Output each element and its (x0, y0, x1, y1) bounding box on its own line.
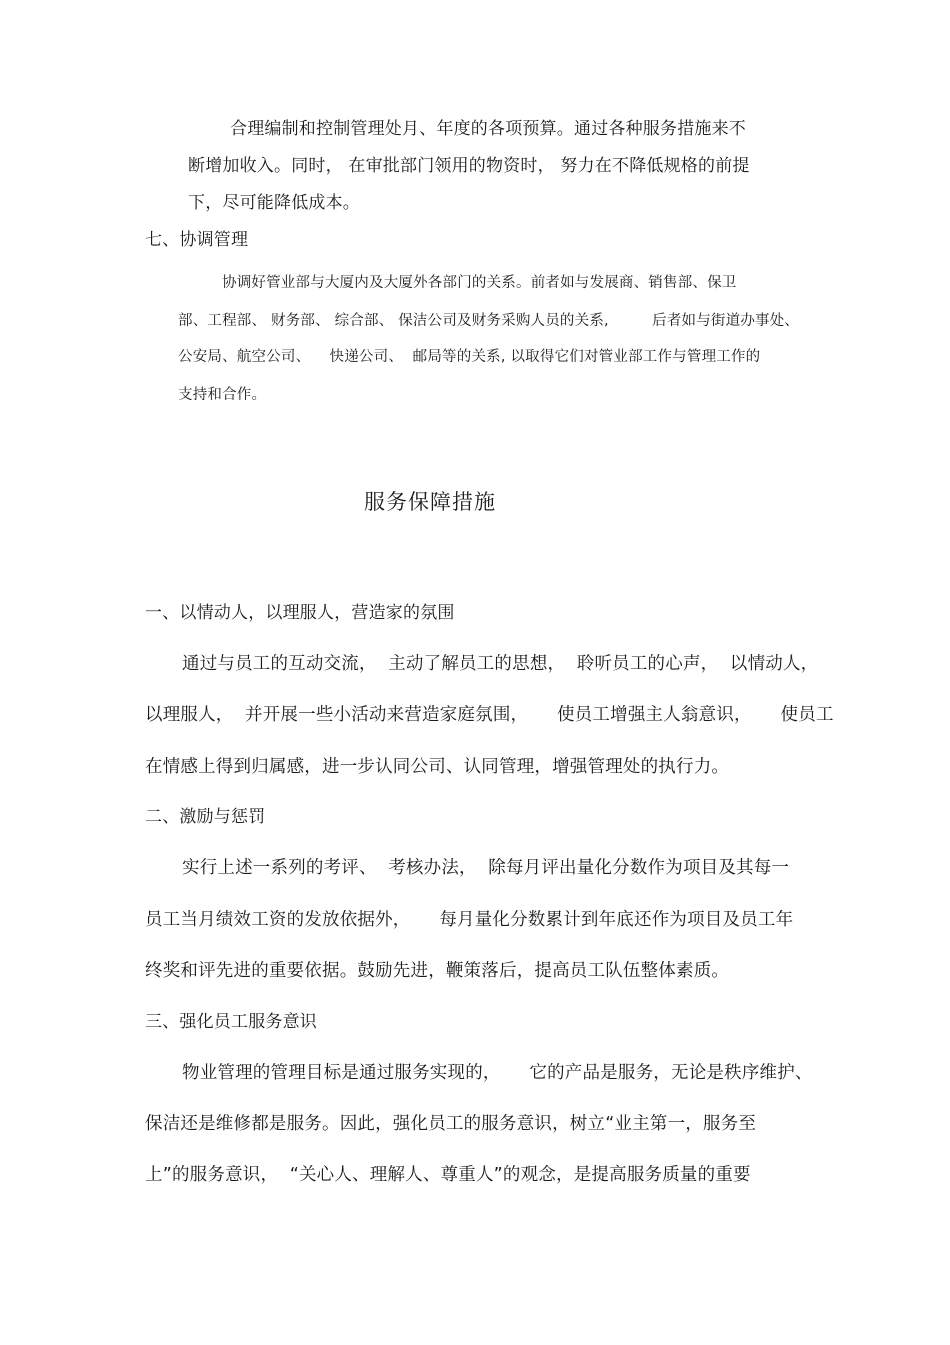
paragraph-line: 支持和合作。 (178, 387, 267, 403)
paragraph-line: 下，尽可能降低成本。 (188, 193, 360, 213)
paragraph-line: 物业管理的管理目标是通过服务实现的， 它的产品是服务，无论是秩序维护、 (182, 1063, 813, 1083)
paragraph-line: 断增加收入。同时， 在审批部门领用的物资时， 努力在不降低规格的前提 (188, 156, 750, 176)
paragraph-line: 实行上述一系列的考评、 考核办法， 除每月评出量化分数作为项目及其每一 (182, 858, 790, 878)
paragraph-line: 终奖和评先进的重要依据。鼓励先进，鞭策落后，提高员工队伍整体素质。 (145, 961, 730, 981)
paragraph-line: 上”的服务意识， “关心人、理解人、尊重人”的观念，是提高服务质量的重要 (145, 1165, 751, 1185)
page-title: 服务保障措施 (364, 490, 496, 514)
section-heading: 一、以情动人，以理服人，营造家的氛围 (145, 603, 455, 623)
paragraph-line: 公安局、航空公司、 快递公司、 邮局等的关系, 以取得它们对管业部工作与管理工作的 (178, 349, 761, 365)
paragraph-line: 保洁还是维修都是服务。因此，强化员工的服务意识，树立“业主第一，服务至 (145, 1114, 757, 1134)
section-heading: 三、强化员工服务意识 (145, 1012, 317, 1032)
paragraph-line: 合理编制和控制管理处月、年度的各项预算。通过各种服务措施来不 (230, 119, 746, 139)
paragraph-line: 协调好管业部与大厦内及大厦外各部门的关系。前者如与发展商、销售部、保卫 (222, 275, 737, 291)
section-heading: 七、协调管理 (145, 230, 249, 250)
paragraph-line: 以理服人， 并开展一些小活动来营造家庭氛围， 使员工增强主人翁意识， 使员工 (145, 705, 834, 725)
paragraph-line: 在情感上得到归属感，进一步认同公司、认同管理，增强管理处的执行力。 (145, 757, 730, 777)
section-heading: 二、激励与惩罚 (145, 807, 266, 827)
paragraph-line: 通过与员工的互动交流， 主动了解员工的思想， 聆听员工的心声， 以情动人， (182, 654, 819, 674)
paragraph-line: 部、工程部、 财务部、 综合部、 保洁公司及财务采购人员的关系, 后者如与街道办事处、 (178, 313, 800, 329)
paragraph-line: 员工当月绩效工资的发放依据外， 每月量化分数累计到年底还作为项目及员工年 (145, 910, 794, 930)
